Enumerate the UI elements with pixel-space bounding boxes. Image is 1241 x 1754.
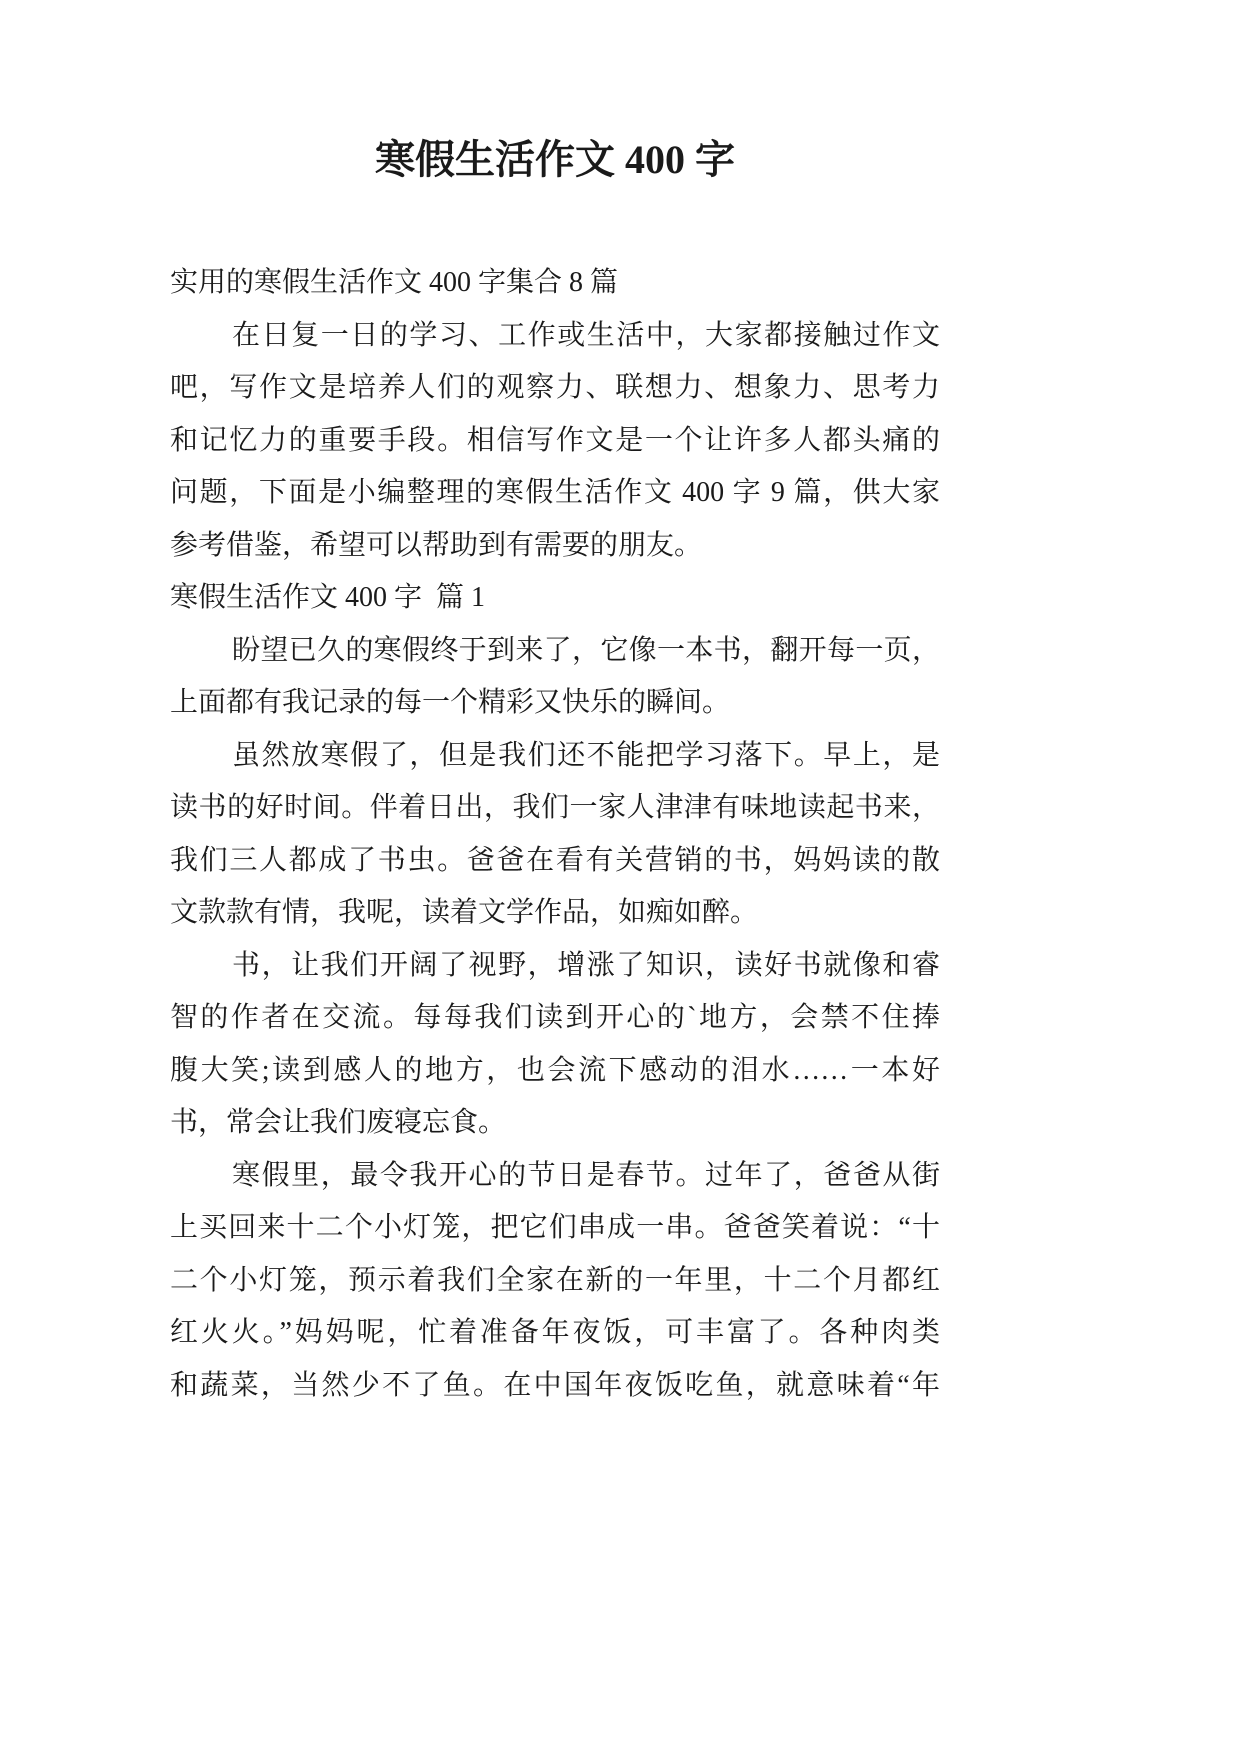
text-line: 寒假里，最令我开心的节日是春节。过年了，爸爸从街 (232, 1159, 940, 1191)
text-line: 智的作者在交流。每每我们读到开心的`地方，会禁不住捧 (170, 1002, 940, 1033)
document-title: 寒假生活作文 400 字 (375, 137, 735, 182)
text-line: 盼望已久的寒假终于到来了，它像一本书，翻开每一页， (232, 634, 940, 666)
text-line: 虽然放寒假了，但是我们还不能把学习落下。早上，是 (232, 739, 940, 771)
paragraph (170, 1150, 940, 1413)
text-line: 上买回来十二个小灯笼，把它们串成一串。爸爸笑着说：“十 (170, 1212, 940, 1243)
text-line: 书，让我们开阔了视野，增涨了知识，读好书就像和睿 (232, 949, 940, 981)
paragraph (170, 730, 940, 940)
text-line: 上面都有我记录的每一个精彩又快乐的瞬间。 (170, 687, 731, 718)
text-line: 二个小灯笼，预示着我们全家在新的一年里，十二个月都红 (170, 1264, 940, 1296)
text-line: 读书的好时间。伴着日出，我们一家人津津有味地读起书来， (170, 792, 940, 823)
text-line: 和记忆力的重要手段。相信写作文是一个让许多人都头痛的 (170, 424, 940, 456)
intro-heading: 实用的寒假生活作文 400 字集合 8 篇 (170, 267, 619, 298)
text-line: 书，常会让我们废寝忘食。 (170, 1107, 507, 1138)
text-line: 文款款有情，我呢，读着文学作品，如痴如醉。 (170, 897, 759, 928)
text-line: 我们三人都成了书虫。爸爸在看有关营销的书，妈妈读的散 (170, 844, 940, 876)
text-line: 和蔬菜，当然少不了鱼。在中国年夜饭吃鱼，就意味着“年 (170, 1369, 940, 1401)
document-body (170, 257, 940, 1412)
text-line: 吧，写作文是培养人们的观察力、联想力、想象力、思考力 (170, 372, 940, 403)
text-line: 腹大笑;读到感人的地方，也会流下感动的泪水……一本好 (170, 1054, 940, 1086)
intro-paragraph (170, 310, 940, 573)
text-line: 红火火。”妈妈呢，忙着准备年夜饭，可丰富了。各种肉类 (170, 1317, 940, 1348)
text-line: 参考借鉴，希望可以帮助到有需要的朋友。 (170, 529, 703, 561)
paragraph (170, 940, 940, 1150)
text-line: 在日复一日的学习、工作或生活中，大家都接触过作文 (232, 319, 940, 351)
paragraph (170, 625, 940, 730)
section-heading: 寒假生活作文 400 字 篇 1 (170, 582, 486, 613)
text-line: 问题，下面是小编整理的寒假生活作文 400 字 9 篇，供大家 (170, 477, 940, 508)
